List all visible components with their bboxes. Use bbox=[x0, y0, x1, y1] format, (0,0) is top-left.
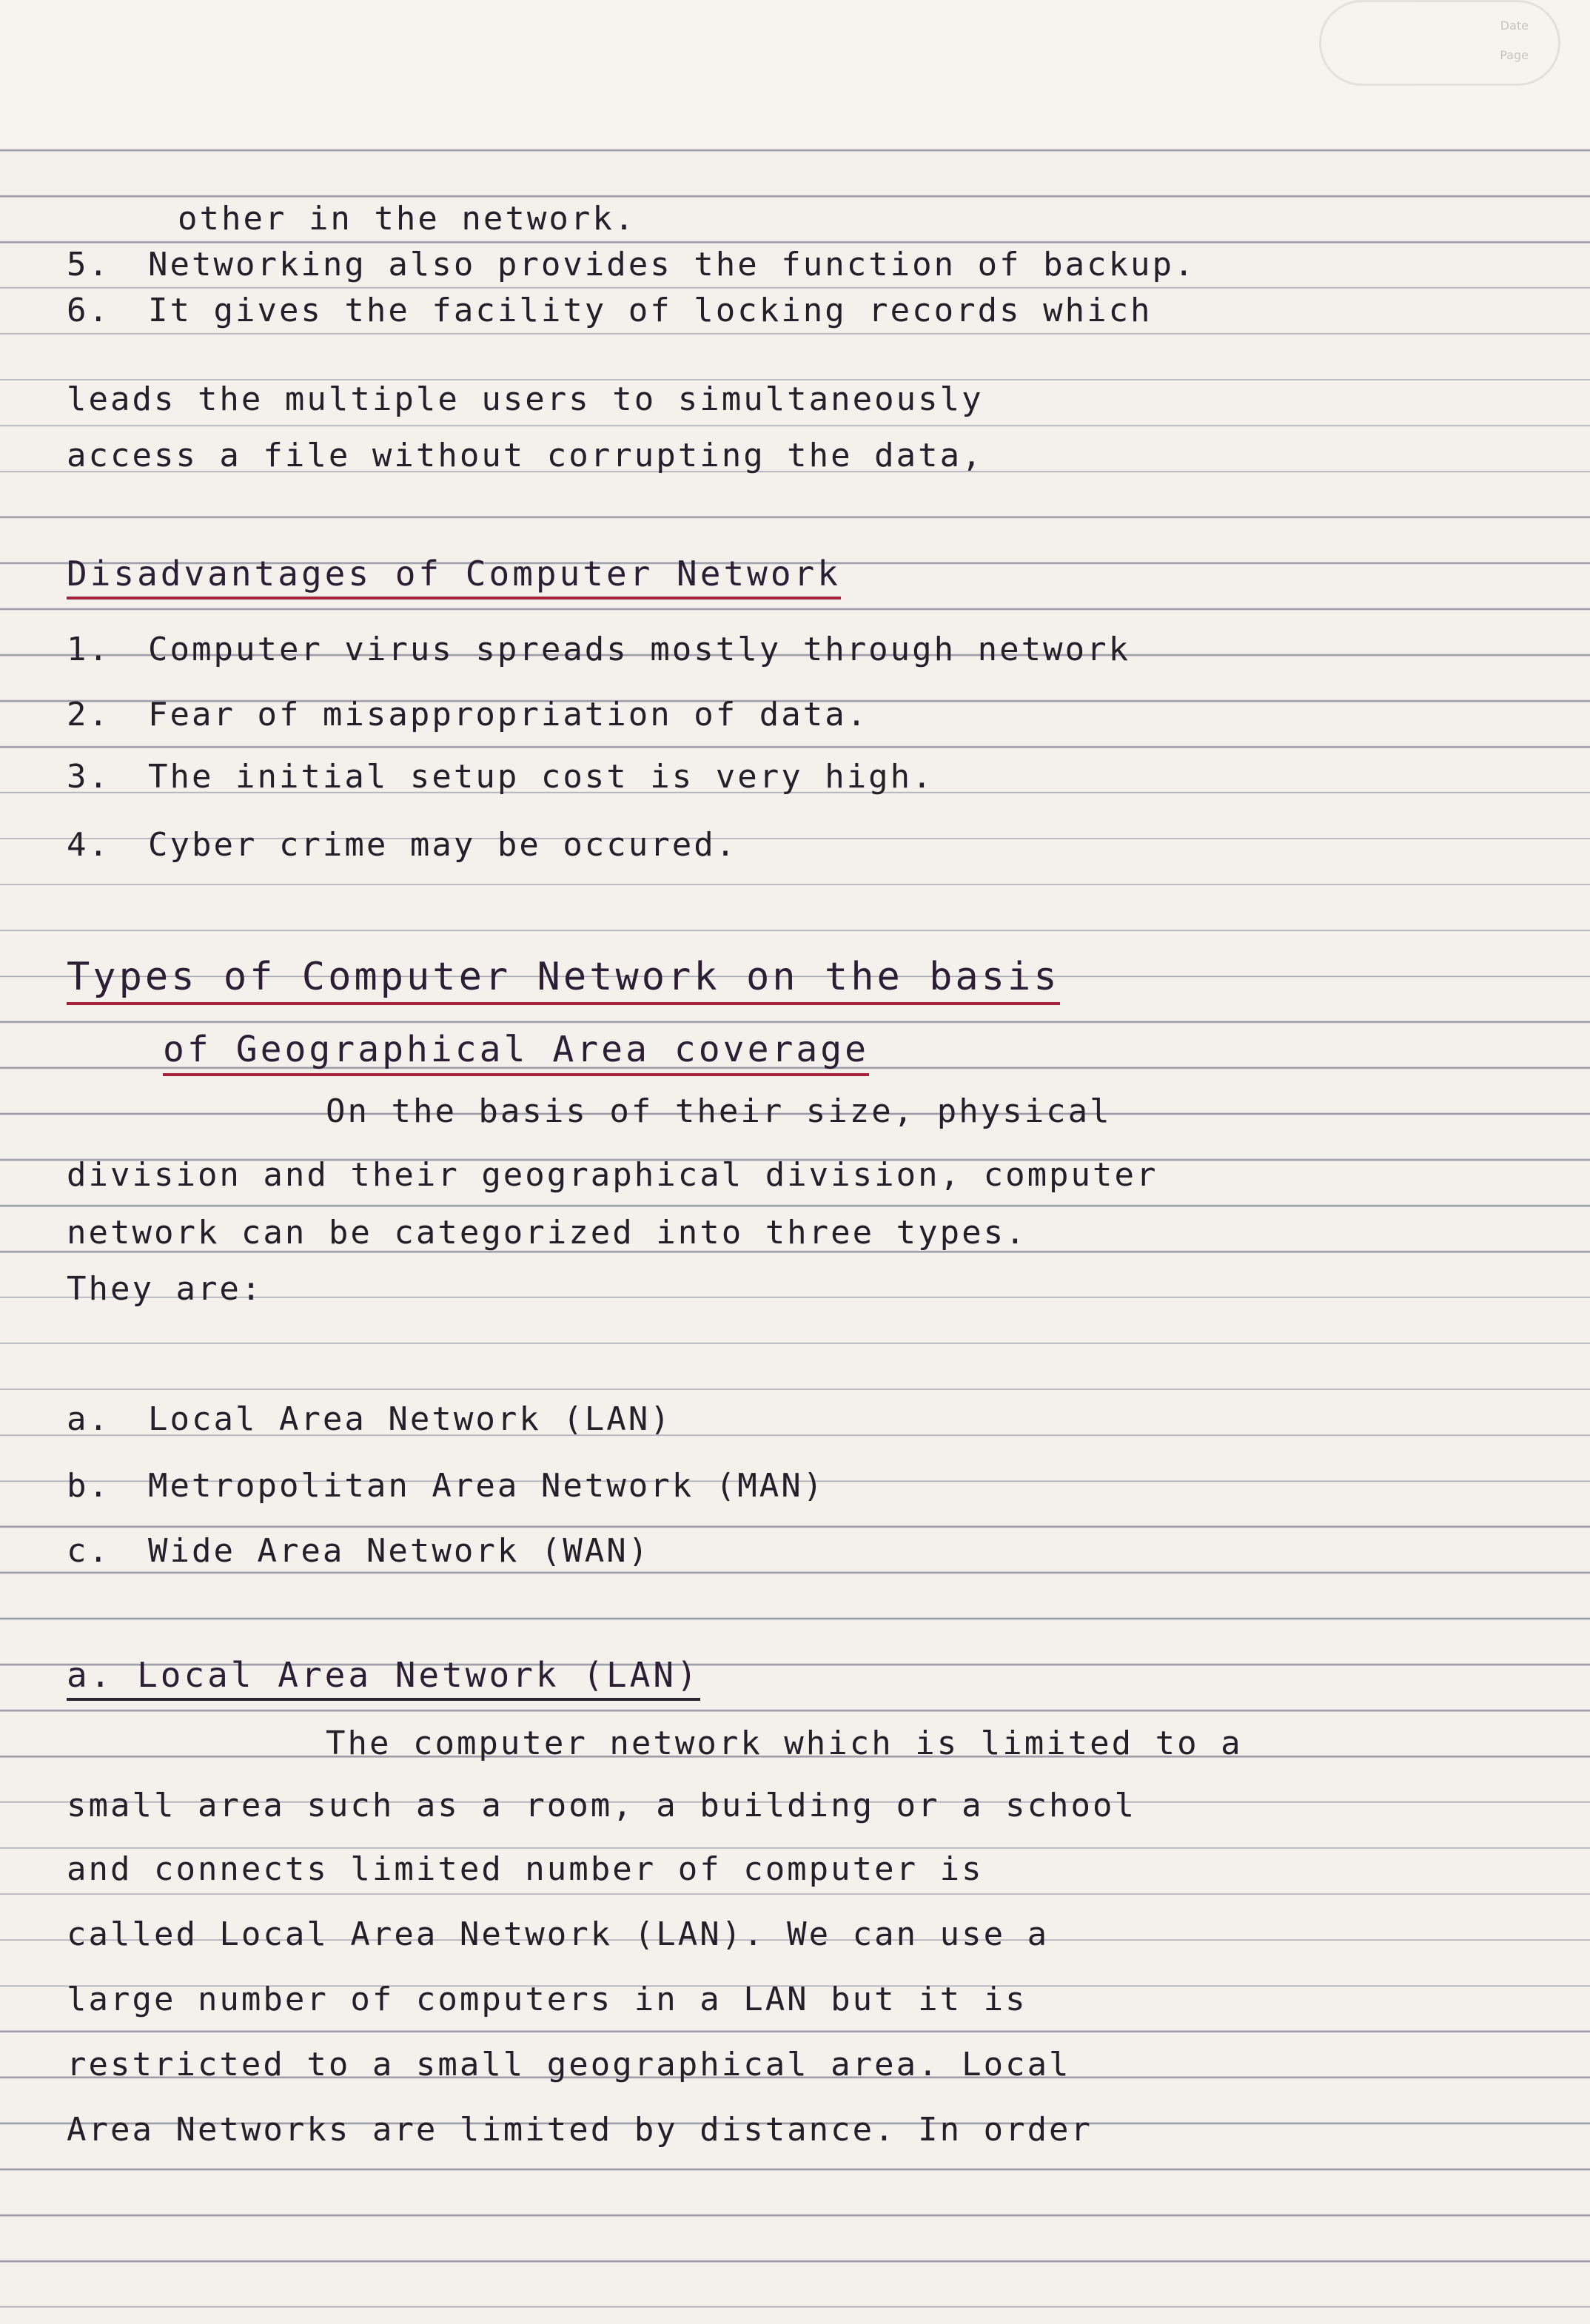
item-text: Networking also provides the function of backup. bbox=[148, 246, 1196, 283]
lan-para-line: and connects limited number of computer is bbox=[67, 1850, 984, 1888]
intro-continuation-1: leads the multiple users to simultaneously bbox=[67, 380, 984, 418]
lan-para-line: small area such as a room, a building or a school bbox=[67, 1787, 1137, 1824]
intro-continuation-2: access a file without corrupting the data, bbox=[67, 437, 984, 474]
disadvantage-item bbox=[67, 826, 1577, 864]
lan-heading: a. Local Area Network (LAN) bbox=[67, 1655, 700, 1701]
item-number: 2. bbox=[67, 696, 110, 733]
item-text: Metropolitan Area Network (MAN) bbox=[148, 1467, 825, 1505]
intro-item-6 bbox=[67, 292, 1577, 329]
item-text: The initial setup cost is very high. bbox=[148, 758, 934, 796]
item-text: It gives the facility of locking records which bbox=[148, 292, 1153, 329]
disadvantage-item bbox=[67, 631, 1577, 668]
intro-line-0: other in the network. bbox=[178, 200, 637, 238]
types-list-item bbox=[67, 1400, 1577, 1438]
lan-para-line: restricted to a small geographical area. Local bbox=[67, 2046, 1071, 2083]
disadvantage-item bbox=[67, 696, 1577, 733]
item-text: Local Area Network (LAN) bbox=[148, 1400, 672, 1438]
item-text: Fear of misappropriation of data. bbox=[148, 696, 869, 733]
date-page-stamp bbox=[1319, 0, 1560, 86]
item-number: 6. bbox=[67, 292, 110, 329]
types-para-line: division and their geographical division, computer bbox=[67, 1156, 1158, 1194]
intro-item-5 bbox=[67, 246, 1577, 283]
item-number: 1. bbox=[67, 631, 110, 668]
types-para-line: On the basis of their size, physical bbox=[326, 1092, 1112, 1130]
types-para-line: They are: bbox=[67, 1270, 264, 1308]
stamp-page-label: Page bbox=[1500, 48, 1529, 62]
item-number: 3. bbox=[67, 758, 110, 796]
types-heading-line-1: Types of Computer Network on the basis bbox=[67, 955, 1060, 1005]
item-number: b. bbox=[67, 1467, 110, 1505]
types-heading-line-2: of Geographical Area coverage bbox=[163, 1029, 869, 1076]
item-number: c. bbox=[67, 1532, 110, 1570]
types-para-line: network can be categorized into three types. bbox=[67, 1214, 1027, 1252]
page-header bbox=[0, 0, 1590, 148]
disadvantages-heading: Disadvantages of Computer Network bbox=[67, 554, 841, 600]
lan-para-line: called Local Area Network (LAN). We can use a bbox=[67, 1915, 1050, 1953]
lan-para-line: large number of computers in a LAN but it is bbox=[67, 1981, 1027, 2018]
types-list-item bbox=[67, 1532, 1577, 1570]
item-text: Wide Area Network (WAN) bbox=[148, 1532, 651, 1570]
item-number: a. bbox=[67, 1400, 110, 1438]
lan-para-line: Area Networks are limited by distance. In order bbox=[67, 2111, 1093, 2149]
item-text: Cyber crime may be occured. bbox=[148, 826, 738, 864]
item-number: 5. bbox=[67, 246, 110, 283]
disadvantage-item bbox=[67, 758, 1577, 796]
types-list-item bbox=[67, 1467, 1577, 1505]
item-number: 4. bbox=[67, 826, 110, 864]
lan-para-line: The computer network which is limited to a bbox=[326, 1724, 1243, 1762]
stamp-date-label: Date bbox=[1500, 19, 1529, 33]
item-text: Computer virus spreads mostly through network bbox=[148, 631, 1131, 668]
